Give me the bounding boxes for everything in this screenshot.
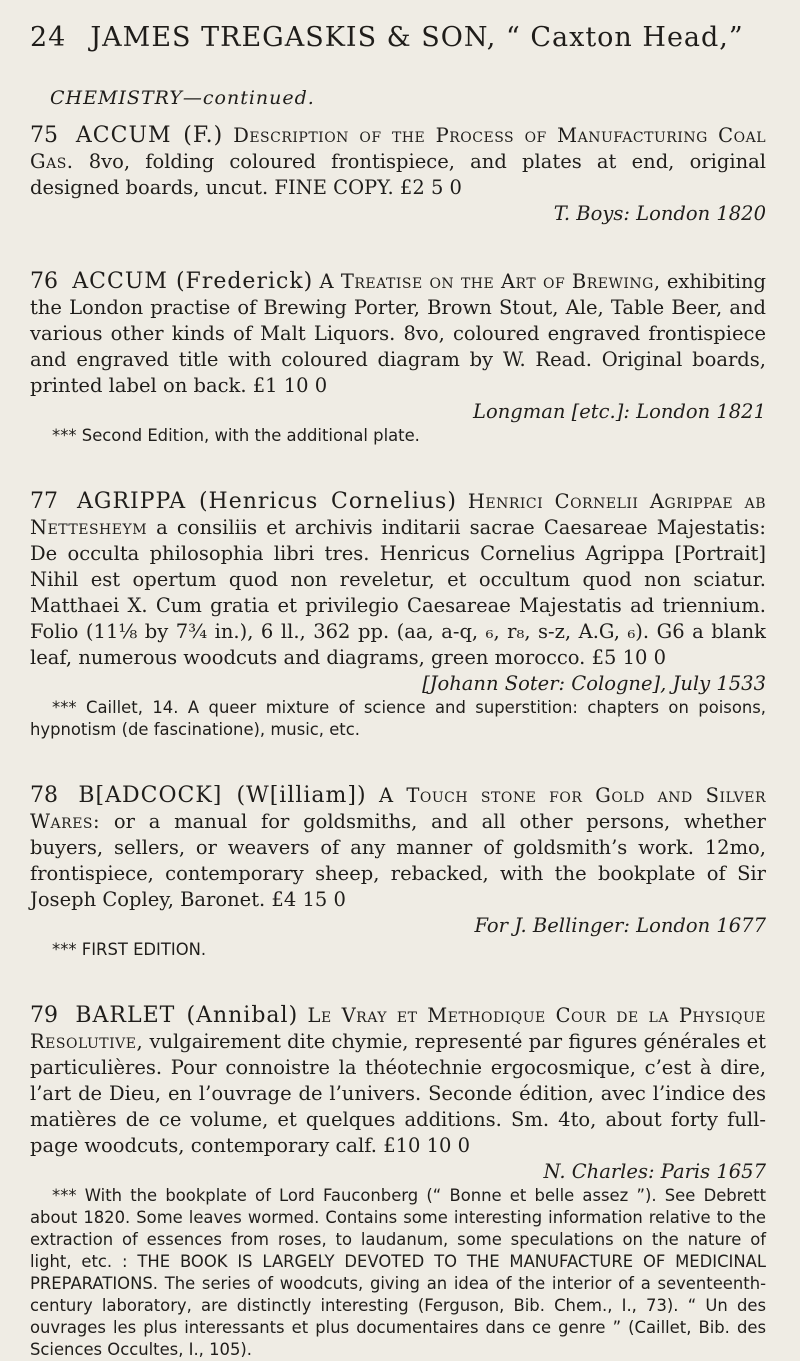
entry-description: vulgairement dite chymie, representé par figures générales et particulières. Pour connoistre la théotechnie ergocosmique, c’est à dire, l’art de Dieu, en l’ouvrage de l’univers. Seconde édition, avec l’indice des matières de ce volume, et quelques additions. Sm. 4to, about forty full-page woodcuts, contemporary calf. £10 10 0 bbox=[30, 1030, 767, 1157]
entry-number: 76 bbox=[30, 269, 58, 294]
entry-note: *** With the bookplate of Lord Fauconberg (“ Bonne et belle assez ”). See Debrett about 1820. Some leaves wormed. Contains some interesting information relative to the extraction of essences from roses, to laudanum, some speculations on the nature of light, etc. : THE BOOK IS LARGELY DEVOTED TO THE MANUFACTURE OF MEDICINAL PREPARATIONS. The series of woodcuts, giving an idea of the interior of a seventeenth-century laboratory, are distinctly interesting (Ferguson, Bib. Chem., I., 73). “ Un des ouvrages les plus interessants et plus documentaires dans ce genre ” (Caillet, Bib. des Sciences Occultes, I., 105). bbox=[30, 1186, 766, 1359]
publisher-heading: JAMES TREGASKIS & SON, “ Caxton Head,” bbox=[90, 22, 744, 53]
entry-number: 75 bbox=[30, 123, 58, 148]
entry-author: AGRIPPA (Henricus Cornelius) bbox=[76, 489, 457, 514]
page-header bbox=[30, 22, 766, 53]
catalogue-entry bbox=[30, 269, 766, 447]
entry-imprint: Longman [etc.]: London 1821 bbox=[473, 400, 766, 423]
entry-author: ACCUM (F.) bbox=[75, 123, 224, 148]
entry-number: 79 bbox=[30, 1003, 58, 1028]
entry-title: Henrici Cornelii Agrippae ab Nettesheym bbox=[30, 490, 766, 539]
catalogue-entry bbox=[30, 489, 766, 741]
page-number: 24 bbox=[30, 22, 67, 53]
entry-note: *** FIRST EDITION. bbox=[52, 940, 207, 959]
entry-note: *** Caillet, 14. A queer mixture of science and superstition: chapters on poisons, hypnotism (de fascinatione), music, etc. bbox=[30, 698, 766, 739]
entry-title: Description of the Process of Manufacturing Coal Gas. bbox=[30, 124, 766, 173]
entry-author: B[ADCOCK] (W[illiam]) bbox=[78, 783, 367, 808]
entry-imprint: For J. Bellinger: London 1677 bbox=[474, 914, 766, 937]
entry-imprint: T. Boys: London 1820 bbox=[553, 202, 766, 225]
entry-description: a consiliis et archivis inditarii sacrae Caesareae Majestatis: De occulta philosophia libri tres. Henricus Cornelius Agrippa [Portrait] Nihil est opertum quod non reveletur, et occultum quod non sciatur. Matthaei X. Cum gratia et privilegio Caesareae Majestatis ad triennium. Folio (11⅛ by 7¾ in.), 6 ll., 362 pp. (aa, a-q, ₆, r₈, s-z, A.G, ₆). G6 a blank leaf, numerous woodcuts and diagrams, green morocco. £5 10 0 bbox=[30, 516, 766, 669]
catalogue-entry bbox=[30, 123, 766, 227]
entry-description: exhibiting the London practise of Brewing Porter, Brown Stout, Ale, Table Beer, and various other kinds of Malt Liquors. 8vo, coloured engraved frontispiece and engraved title with coloured diagram by W. Read. Original boards, printed label on back. £1 10 0 bbox=[30, 270, 767, 397]
catalogue-entry bbox=[30, 1003, 766, 1361]
section-title: CHEMISTRY—continued. bbox=[50, 87, 315, 109]
entry-number: 78 bbox=[30, 783, 58, 808]
catalogue-entry bbox=[30, 783, 766, 961]
entry-title: Le Vray et Methodique Cour de la Physique Resolutive, bbox=[30, 1004, 767, 1053]
entry-description: or a manual for goldsmiths, and all other persons, whether buyers, sellers, or weavers of any manner of goldsmith’s work. 12mo, frontispiece, contemporary sheep, rebacked, with the bookplate of Sir Joseph Copley, Baronet. £4 15 0 bbox=[30, 810, 766, 911]
entry-note: *** Second Edition, with the additional plate. bbox=[52, 426, 420, 445]
entry-imprint: N. Charles: Paris 1657 bbox=[543, 1160, 766, 1183]
entry-title: A Treatise on the Art of Brewing, bbox=[319, 270, 661, 293]
entry-author: ACCUM (Frederick) bbox=[72, 269, 314, 294]
entry-title: A Touch stone for Gold and Silver Wares: bbox=[30, 784, 766, 833]
entry-author: BARLET (Annibal) bbox=[75, 1003, 299, 1028]
entry-description: 8vo, folding coloured frontispiece, and plates at end, original designed boards, uncut. FINE COPY. £2 5 0 bbox=[30, 150, 767, 199]
entry-number: 77 bbox=[30, 489, 58, 514]
entry-imprint: [Johann Soter: Cologne], July 1533 bbox=[422, 672, 766, 695]
